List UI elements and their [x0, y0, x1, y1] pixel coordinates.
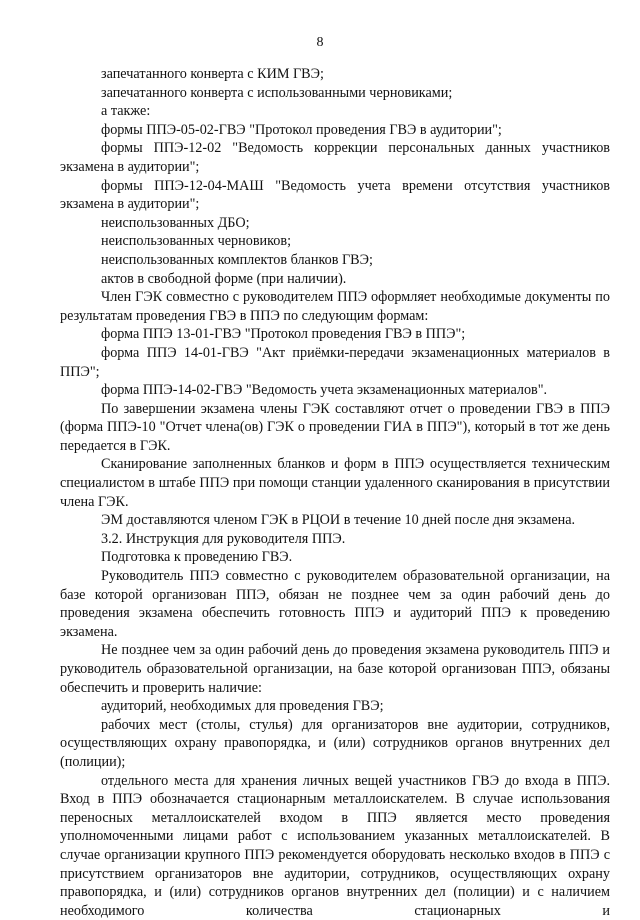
document-body: [60, 65, 610, 920]
paragraph: Руководитель ППЭ совместно с руководителем образовательной организации, на базе которой организован ППЭ, обязан не позднее чем за один рабочий день до проведения экзамена обеспечить готовность ППЭ и аудиторий ППЭ к проведению экзамена.: [60, 568, 610, 640]
paragraph: неиспользованных черновиков;: [101, 233, 292, 250]
paragraph: неиспользованных ДБО;: [101, 214, 250, 231]
paragraph: форма ППЭ 14-01-ГВЭ "Акт приёмки-передачи экзаменационных материалов в ППЭ";: [60, 344, 610, 380]
paragraph: формы ППЭ-12-02 "Ведомость коррекции персональных данных участников экзамена в аудитории";: [60, 140, 610, 175]
paragraph: рабочих мест (столы, стулья) для организаторов вне аудитории, сотрудников, осуществляющих охрану правопорядка, и (или) сотрудников органов внутренних дел (полиции);: [60, 716, 610, 770]
paragraph: форма ППЭ 13-01-ГВЭ "Протокол проведения ГВЭ в ППЭ";: [101, 326, 466, 343]
paragraph: формы ППЭ-12-04-МАШ "Ведомость учета времени отсутствия участников экзамена в аудитории";: [60, 177, 610, 213]
paragraph: 3.2. Инструкция для руководителя ППЭ.: [101, 530, 346, 547]
paragraph: По завершении экзамена члены ГЭК составляют отчет о проведении ГВЭ в ППЭ (форма ППЭ-10 "Отчет члена(ов) ГЭК о проведении ГИА в ППЭ"), который в тот же день передается в ГЭК.: [60, 400, 610, 454]
paragraph: запечатанного конверта с КИМ ГВЭ;: [101, 66, 324, 82]
paragraph: Не позднее чем за один рабочий день до проведения экзамена руководитель ППЭ и руководитель образовательной организации, на базе которой организован ППЭ, обязаны обеспечить и проверить наличие:: [60, 642, 610, 696]
paragraph: актов в свободной форме (при наличии).: [101, 270, 347, 287]
paragraph: а также:: [101, 103, 151, 120]
paragraph: формы ППЭ-05-02-ГВЭ "Протокол проведения ГВЭ в аудитории";: [101, 121, 502, 138]
paragraph: Подготовка к проведению ГВЭ.: [101, 549, 293, 566]
paragraph: аудиторий, необходимых для проведения ГВЭ;: [101, 698, 384, 715]
paragraph: запечатанного конверта с использованными черновиками;: [101, 84, 453, 101]
paragraph: Член ГЭК совместно с руководителем ППЭ оформляет необходимые документы по результатам проведения ГВЭ в ППЭ по следующим формам:: [60, 289, 610, 324]
page-number: 8: [316, 35, 324, 50]
paragraph: форма ППЭ-14-02-ГВЭ "Ведомость учета экзаменационных материалов".: [101, 382, 548, 399]
paragraph: Сканирование заполненных бланков и форм в ППЭ осуществляется техническим специалистом в штабе ППЭ при помощи станции удаленного сканирования в присутствии члена ГЭК.: [60, 456, 610, 510]
paragraph: отдельного места для хранения личных вещей участников ГВЭ до входа в ППЭ. Вход в ППЭ обозначается стационарным металлоискателем. В случае использования переносных металлоискателей входом в ППЭ является место проведения уполномоченными лицами работ с использованием указанных металлоискателей. В случае организации крупного ППЭ рекомендуется оборудовать несколько входов в ППЭ с присутствием организаторов вне аудитории, сотрудников, осуществляющих охрану правопорядка, и (или) сотрудников органов внутренних дел (полиции) и с наличием необходимого количества стационарных и: [60, 772, 610, 919]
paragraph: неиспользованных комплектов бланков ГВЭ;: [101, 251, 373, 268]
paragraph: ЭМ доставляются членом ГЭК в РЦОИ в течение 10 дней после дня экзамена.: [101, 512, 576, 529]
